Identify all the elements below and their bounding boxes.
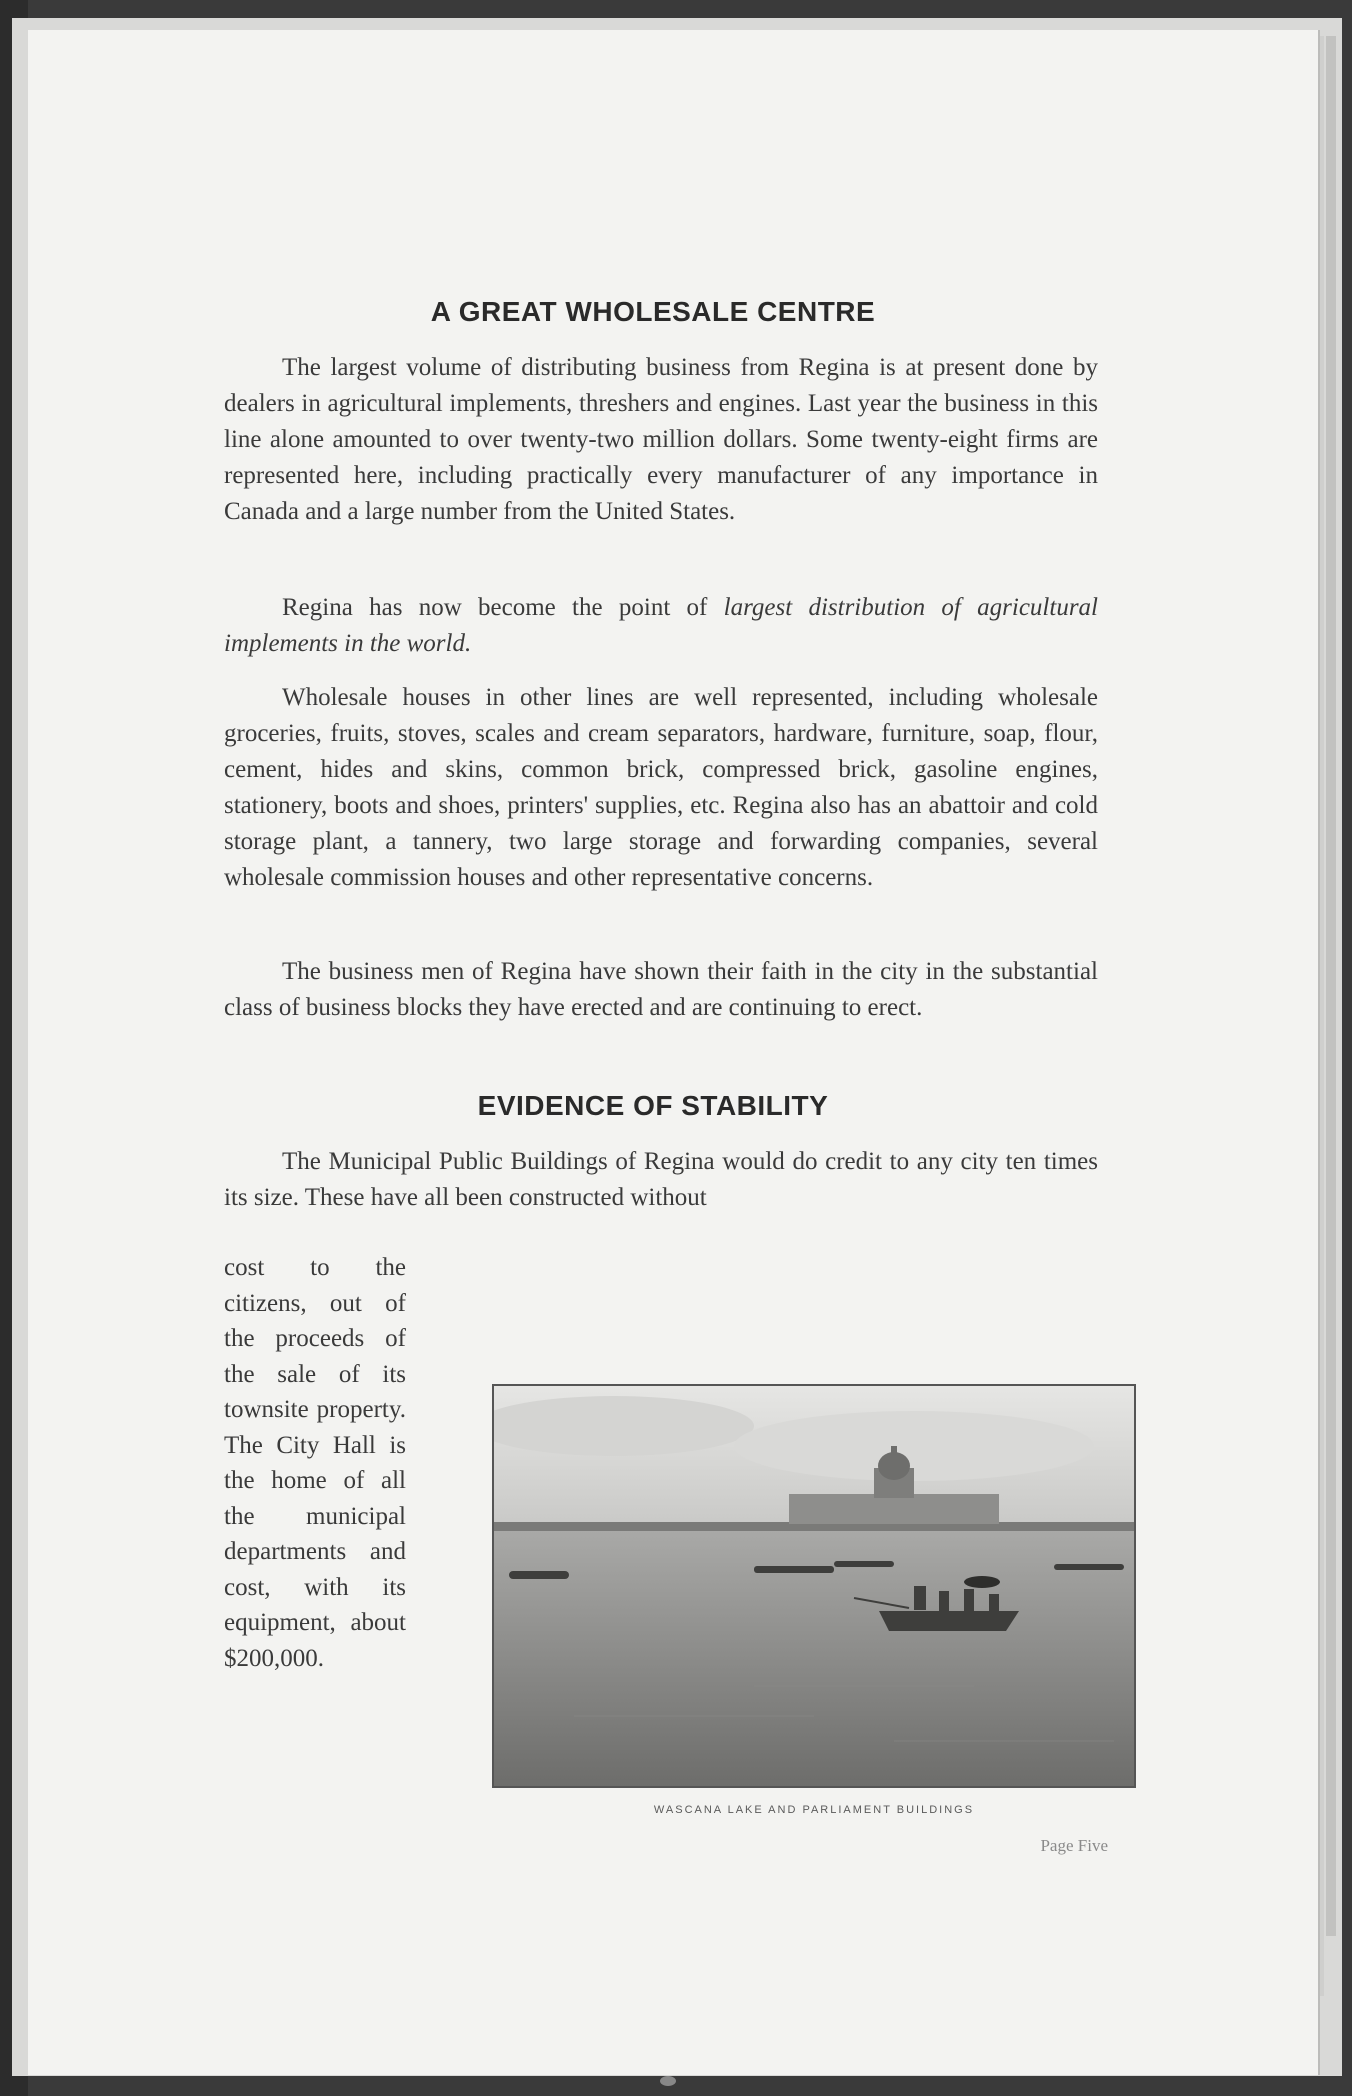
- paragraph-distributing-business: The largest volume of distributing business from Regina is at present done by dealers in agricultural implements, threshers and engines. Last year the business in this line alone amounted to over twenty-two million dollars. Some twenty-eight firms are represented here, including practically every manufacturer of any importance in Canada and a large number from the United States.: [224, 354, 1098, 525]
- page-number: Page Five: [1040, 1836, 1108, 1855]
- paragraph-municipal-buildings: The Municipal Public Buildings of Regina would do credit to any city ten times its size. These have all been constructed without: [224, 1148, 1098, 1211]
- page-edge: [1326, 36, 1336, 1936]
- emphasized-text: largest distribution of agricultural implements in the world.: [224, 594, 1098, 657]
- photo-illustration: [494, 1386, 1134, 1786]
- paragraph-city-hall-wrap: cost to the citizens, out of the proceeds of the sale of its townsite property. The City Hall is the home of all the municipal departments and cost, with its equipment, about $200,000.: [224, 1254, 406, 1672]
- paragraph-largest-distribution: [224, 590, 1098, 662]
- section-heading-wholesale: A GREAT WHOLESALE CENTRE: [430, 296, 876, 327]
- binding-mark: [660, 2076, 676, 2086]
- document-page: [28, 30, 1318, 2075]
- wascana-lake-photo: [492, 1384, 1136, 1788]
- paragraph-business-men: The business men of Regina have shown their faith in the city in the substantial class of business blocks they have erected and are continuing to erect.: [224, 958, 1098, 1021]
- paragraph-lead-text: Regina has now become the point of: [282, 594, 724, 621]
- photo-caption: WASCANA LAKE AND PARLIAMENT BUILDINGS: [653, 1804, 975, 1816]
- section-heading-stability: EVIDENCE OF STABILITY: [477, 1090, 829, 1121]
- paragraph-wholesale-houses: Wholesale houses in other lines are well represented, including wholesale groceries, fruits, stoves, scales and cream separators, hardware, furniture, soap, flour, cement, hides and skins, common brick, compressed brick, gasoline engines, stationery, boots and shoes, printers' supplies, etc. Regina also has an abattoir and cold storage plant, a tannery, two large storage and forwarding companies, several wholesale commission houses and other representative concerns.: [224, 684, 1098, 891]
